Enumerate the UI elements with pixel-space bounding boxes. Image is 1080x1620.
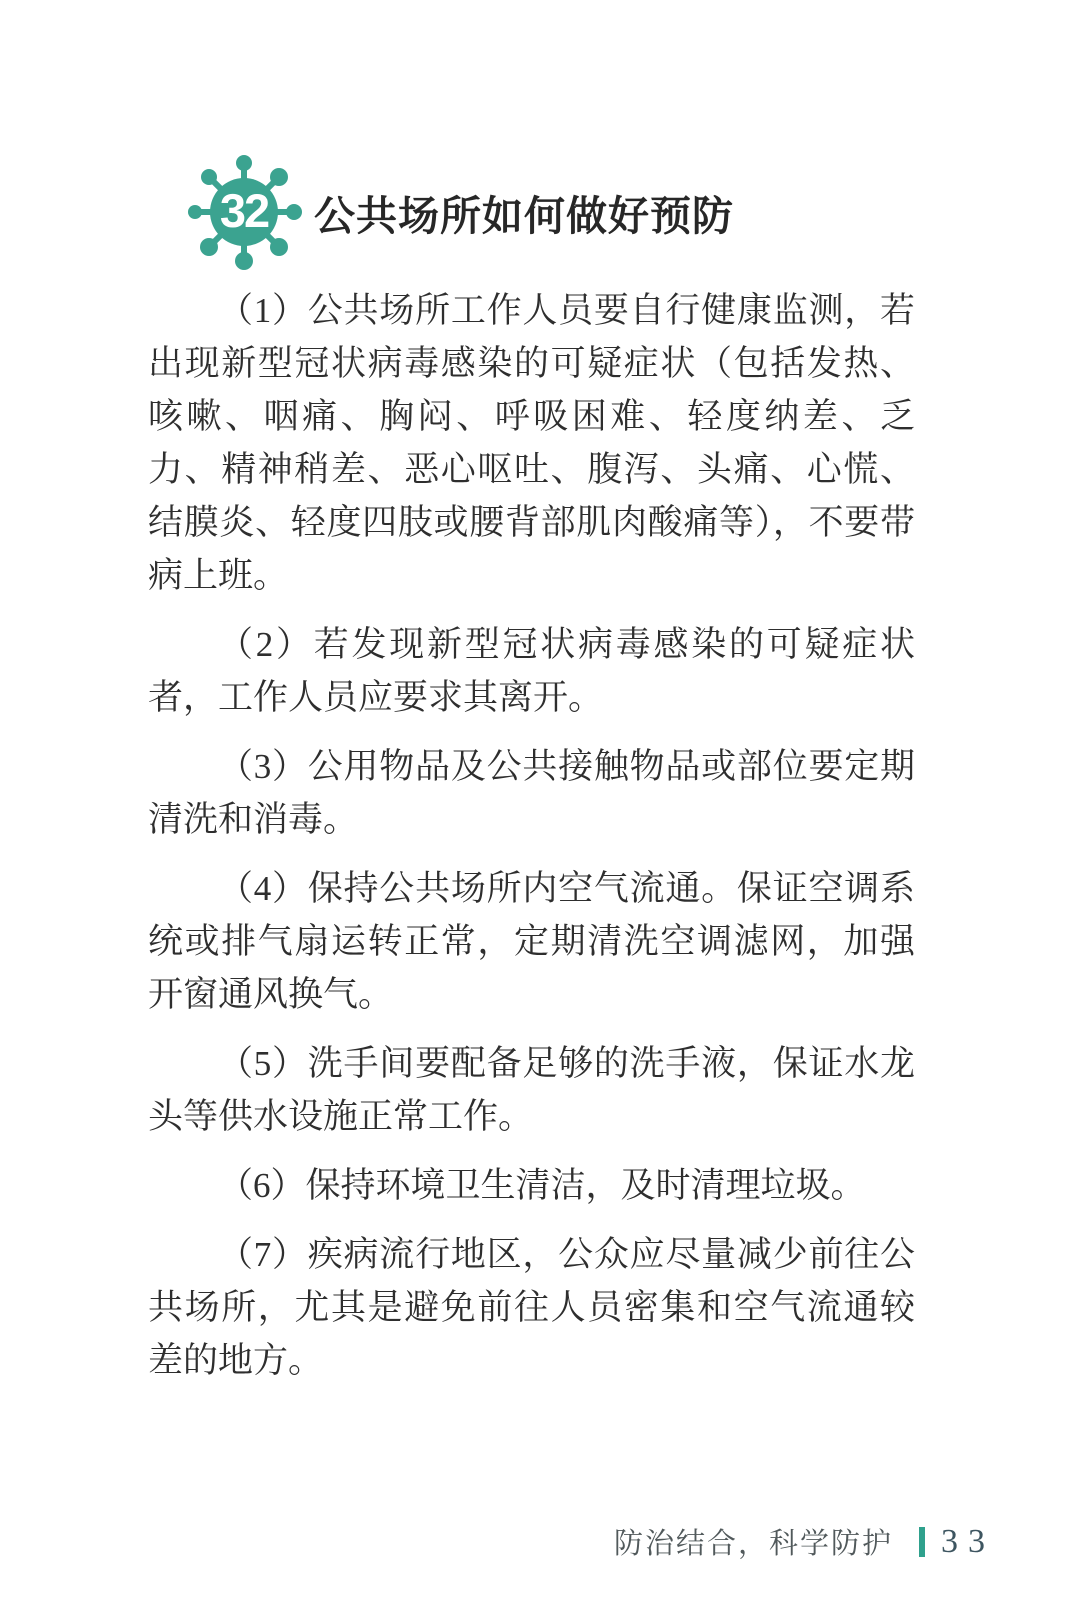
paragraph-1: （1）公共场所工作人员要自行健康监测，若出现新型冠状病毒感染的可疑症状（包括发热、咳嗽、咽痛、胸闷、呼吸困难、轻度纳差、乏力、精神稍差、恶心呕吐、腹泻、头痛、心慌、结膜炎、轻度四肢或腰背部肌肉酸痛等），不要带病上班。 bbox=[148, 291, 915, 595]
footer-slogan: 防治结合，科学防护 bbox=[613, 1528, 893, 1560]
paragraph-7: （7）疾病流行地区，公众应尽量减少前往公共场所，尤其是避免前往人员密集和空气流通较差的地方。 bbox=[148, 1235, 915, 1380]
paragraph-2: （2）若发现新型冠状病毒感染的可疑症状者，工作人员应要求其离开。 bbox=[148, 625, 915, 717]
page-footer bbox=[613, 1521, 995, 1562]
page-content bbox=[148, 284, 915, 1403]
paragraph-5: （5）洗手间要配备足够的洗手液，保证水龙头等供水设施正常工作。 bbox=[148, 1044, 915, 1136]
section-header bbox=[184, 152, 734, 272]
paragraph-4: （4）保持公共场所内空气流通。保证空调系统或排气扇运转正常，定期清洗空调滤网，加强开窗通风换气。 bbox=[148, 869, 915, 1014]
section-title: 公共场所如何做好预防 bbox=[314, 192, 734, 239]
paragraph-3: （3）公用物品及公共接触物品或部位要定期清洗和消毒。 bbox=[148, 747, 915, 839]
paragraph-6: （6）保持环境卫生清洁，及时清理垃圾。 bbox=[218, 1166, 866, 1205]
section-number: 32 bbox=[219, 184, 269, 237]
virus-icon bbox=[184, 152, 304, 272]
footer-divider-bar bbox=[919, 1527, 925, 1557]
page-number: 33 bbox=[941, 1522, 995, 1560]
